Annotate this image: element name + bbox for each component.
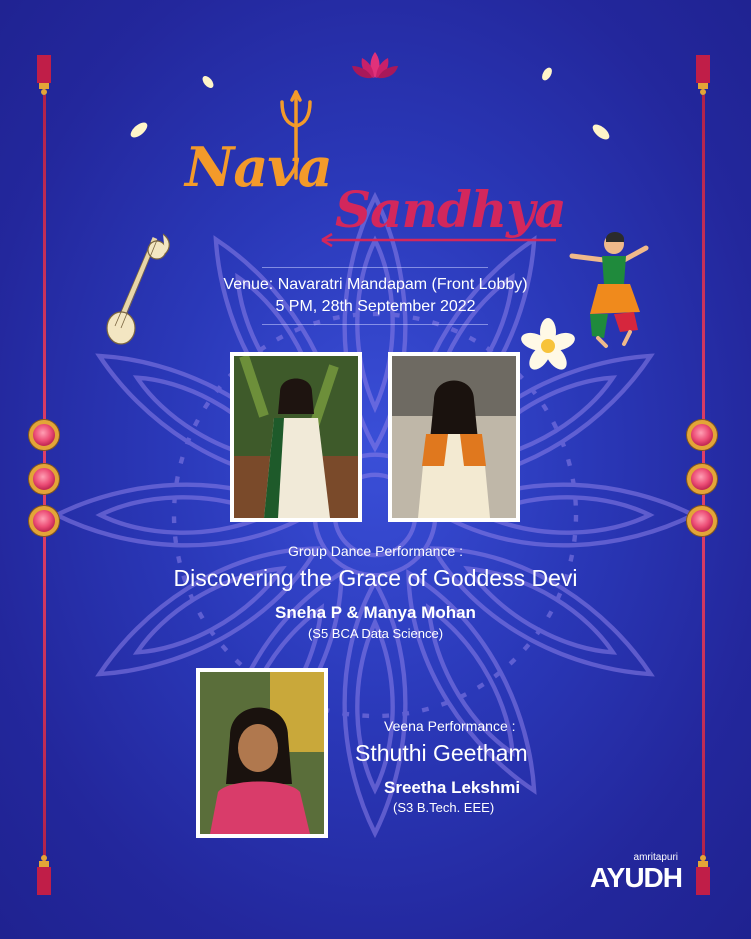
bead-icon — [29, 420, 59, 450]
performance-1-title: Discovering the Grace of Goddess Devi — [173, 565, 578, 591]
venue-datetime: 5 PM, 28th September 2022 — [275, 298, 476, 315]
bead-icon — [687, 420, 717, 450]
performance-1-course: (S5 BCA Data Science) — [307, 626, 444, 641]
title-sandhya: Sandhya — [335, 180, 566, 239]
lotus-icon — [350, 50, 400, 80]
title-swash — [320, 232, 560, 248]
divider-top — [262, 267, 488, 268]
performance-2-performer: Sreetha Lekshmi — [384, 778, 521, 797]
title-nava: Nava — [185, 135, 332, 199]
bead-icon — [29, 464, 59, 494]
flower-icon — [520, 318, 576, 374]
bead-icon — [29, 506, 59, 536]
performance-2-type: Veena Performance : — [384, 718, 516, 734]
performance-2-course: (S3 B.Tech. EEE) — [393, 800, 495, 815]
bead-icon — [687, 506, 717, 536]
tassel-icon — [695, 55, 711, 95]
divider-bottom — [262, 324, 488, 325]
ayudh-logo — [590, 852, 682, 896]
venue-location: Venue: Navaratri Mandapam (Front Lobby) — [223, 276, 528, 293]
tassel-icon — [36, 55, 52, 95]
performance-1-performers: Sneha P & Manya Mohan — [275, 603, 476, 622]
petal-icon — [590, 122, 612, 142]
performance-2-title: Sthuthi Geetham — [355, 740, 528, 766]
petal-icon — [540, 66, 554, 82]
logo-main-text: AYUDH — [590, 862, 682, 893]
bead-icon — [687, 464, 717, 494]
tassel-icon — [36, 855, 52, 895]
logo-small-text: amritapuri — [633, 852, 678, 863]
tassel-icon — [695, 855, 711, 895]
performance-1-type: Group Dance Performance : — [287, 543, 464, 559]
performer-photo-2 — [388, 352, 520, 522]
performer-photo-1 — [230, 352, 362, 522]
petal-icon — [200, 74, 216, 90]
performer-photo-3 — [196, 668, 328, 838]
petal-icon — [128, 120, 150, 140]
